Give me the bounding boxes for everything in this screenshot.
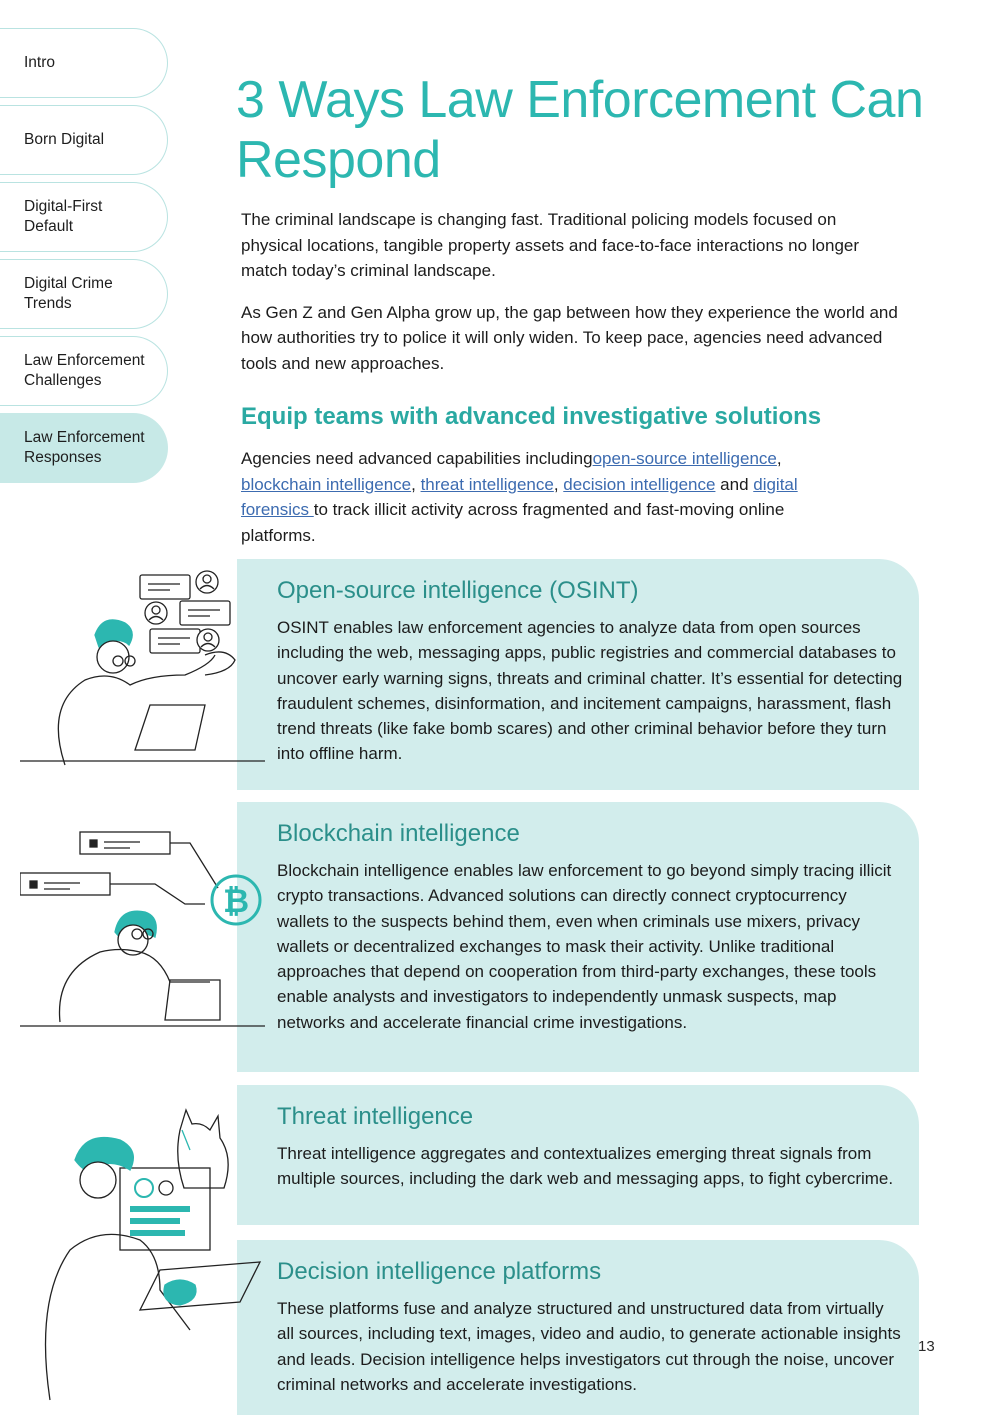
intro-text: [241, 207, 901, 392]
separator: and: [715, 474, 754, 494]
osint-body: OSINT enables law enforcement agencies to analyze data from open sources including the web, messaging apps, public registries and commercial databases to uncover early warning signs, threats and criminal chatter. It’s essential for detecting fraudulent schemes, disinformation, and incitement campaigns, harassment, flash trend threats (like fake bomb scares) and other criminal behavior before they turn into offline harm.: [277, 618, 903, 764]
intro-paragraph-1: The criminal landscape is changing fast. Traditional policing models focused on physical locations, tangible property assets and face-to-face interactions no longer match today’s criminal landscape.: [241, 210, 860, 280]
separator: ,: [776, 449, 782, 468]
separator: ,: [553, 474, 564, 494]
threat-heading: Threat intelligence: [277, 1103, 474, 1130]
nav-item-digital-crime-trends[interactable]: [0, 259, 168, 329]
intro-paragraph-2: As Gen Z and Gen Alpha grow up, the gap between how they experience the world and how authorities try to police it will only widen. To keep pace, agencies need advanced tools and new approaches.: [241, 302, 898, 373]
nav-item-law-enforcement-challenges[interactable]: [0, 336, 168, 406]
svg-text:₿: ₿: [222, 883, 250, 919]
capabilities-text-before: Agencies need advanced capabilities including: [241, 449, 593, 468]
page-title: 3 Ways Law Enforcement Can Respond: [236, 71, 924, 189]
capabilities-paragraph: [241, 446, 861, 548]
link-blockchain-intelligence[interactable]: blockchain intelligence: [241, 474, 412, 494]
nav-item-label: Law Enforcement Responses: [24, 429, 145, 466]
osint-heading: Open-source intelligence (OSINT): [277, 577, 639, 604]
link-decision-intelligence[interactable]: decision intelligence: [563, 474, 716, 494]
threat-body: Threat intelligence aggregates and contextualizes emerging threat signals from multiple sources, including the dark web and messaging apps, to fight cybercrime.: [277, 1144, 894, 1189]
blockchain-body: Blockchain intelligence enables law enforcement to go beyond simply tracing illicit crypto transactions. Advanced solutions can directly connect cryptocurrency wallets to the suspects behind them, even when criminals use mixers, privacy wallets or decentralized exchanges to mask their activity. Unlike traditional approaches that depend on cooperation from third-party exchanges, these tools enable analysts and investigators to independently unmask suspects, map networks and accelerate financial crime investigations.: [277, 861, 892, 1032]
nav-item-label: Law Enforcement Challenges: [24, 352, 145, 389]
link-open-source-intelligence[interactable]: open-source intelligence: [592, 449, 777, 468]
chat-bubble-icon: [140, 571, 230, 653]
decision-card: [237, 1240, 919, 1415]
osint-analyst-illustration: [20, 565, 265, 775]
separator: ,: [411, 474, 421, 494]
osint-card: [237, 559, 919, 790]
nav-item-digital-first-default[interactable]: [0, 182, 168, 252]
page-number: 13: [918, 1338, 935, 1355]
threat-card: [237, 1085, 919, 1225]
nav-item-label: Intro: [24, 54, 56, 71]
nav-item-label: Born Digital: [24, 131, 105, 148]
link-digital-forensics[interactable]: digital forensics: [241, 474, 798, 519]
blockchain-analyst-illustration: [20, 822, 265, 1037]
nav-item-label: Digital-First Default: [24, 198, 103, 235]
nav-item-label: Digital Crime Trends: [24, 275, 113, 312]
nav-item-law-enforcement-responses[interactable]: [0, 413, 168, 483]
nav-item-born-digital[interactable]: [0, 105, 168, 175]
blockchain-heading: Blockchain intelligence: [277, 820, 520, 847]
section-nav: [0, 28, 170, 490]
section-heading: Equip teams with advanced investigative solutions: [241, 403, 822, 430]
threat-analyst-illustration: [20, 1100, 275, 1415]
nav-item-intro[interactable]: [0, 28, 168, 98]
decision-body: These platforms fuse and analyze structured and unstructured data from virtually all sources, including text, images, video and audio, to generate actionable insights and leads. Decision intelligence helps investigators cut through the noise, uncover criminal networks and accelerate investigations.: [277, 1299, 901, 1394]
capabilities-text-after: to track illicit activity across fragmented and fast-moving online platforms.: [241, 500, 785, 545]
cat-icon: [178, 1110, 228, 1188]
link-threat-intelligence[interactable]: threat intelligence: [420, 474, 554, 494]
blockchain-card: [237, 802, 919, 1072]
decision-heading: Decision intelligence platforms: [277, 1258, 602, 1285]
